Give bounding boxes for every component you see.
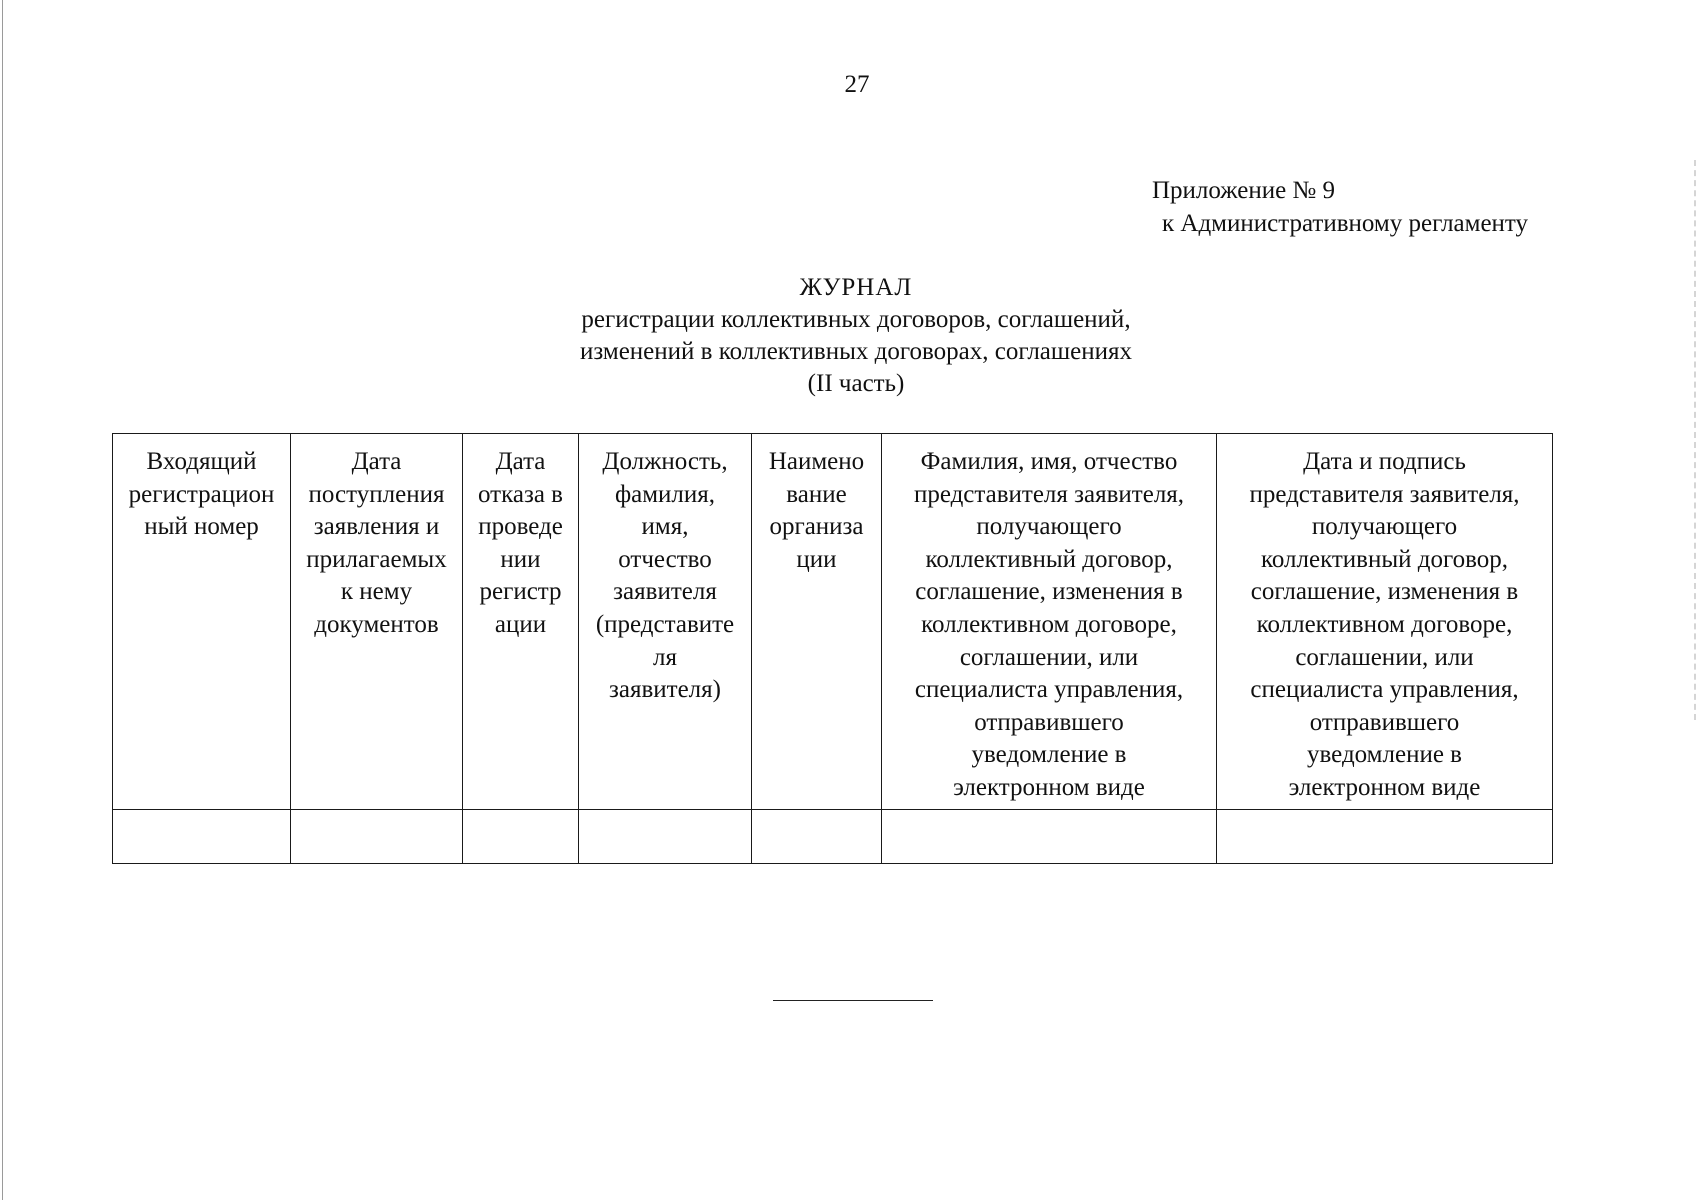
registration-journal-table [112,433,1553,864]
column-header-organization: Наимено вание организа ции [752,434,882,810]
appendix-reference [1140,174,1620,240]
document-subtitle-line-3: (II часть) [807,370,905,397]
table-cell [113,809,291,863]
page-number: 27 [844,71,870,98]
column-header-refusal-date: Дата отказа в проведе нии регистр ации [463,434,579,810]
table-cell [882,809,1217,863]
appendix-number: Приложение № 9 [1152,177,1336,204]
table-row [113,809,1553,863]
document-heading [400,272,1312,400]
scan-edge-line [2,0,3,1200]
scan-margin-marks [1694,160,1698,720]
table-cell [579,809,752,863]
column-header-registration-number: Входящий регистрацион ный номер [113,434,291,810]
table-cell [463,809,579,863]
table-cell [752,809,882,863]
table-header-row [113,434,1553,810]
appendix-regulation: к Административному регламенту [1162,210,1529,237]
column-header-date-signature: Дата и подпись представителя заявителя, получающего коллективный договор, соглашение, изменения в коллективном договоре, соглашении, или специалиста управления, отправившего уведомление в электронном виде [1217,434,1553,810]
document-title: ЖУРНАЛ [799,274,913,301]
table-cell [291,809,463,863]
column-header-receipt-date: Дата поступления заявления и прилагаемых к нему документов [291,434,463,810]
column-header-recipient-name: Фамилия, имя, отчество представителя заявителя, получающего коллективный договор, соглашение, изменения в коллективном договоре, соглашении, или специалиста управления, отправившего уведомление в электронном виде [882,434,1217,810]
end-of-document-line [773,1000,933,1001]
table-cell [1217,809,1553,863]
column-header-applicant: Должность, фамилия, имя, отчество заявителя (представите ля заявителя) [579,434,752,810]
document-subtitle-line-2: изменений в коллективных договорах, соглашениях [579,338,1132,365]
document-subtitle-line-1: регистрации коллективных договоров, соглашений, [581,306,1131,333]
